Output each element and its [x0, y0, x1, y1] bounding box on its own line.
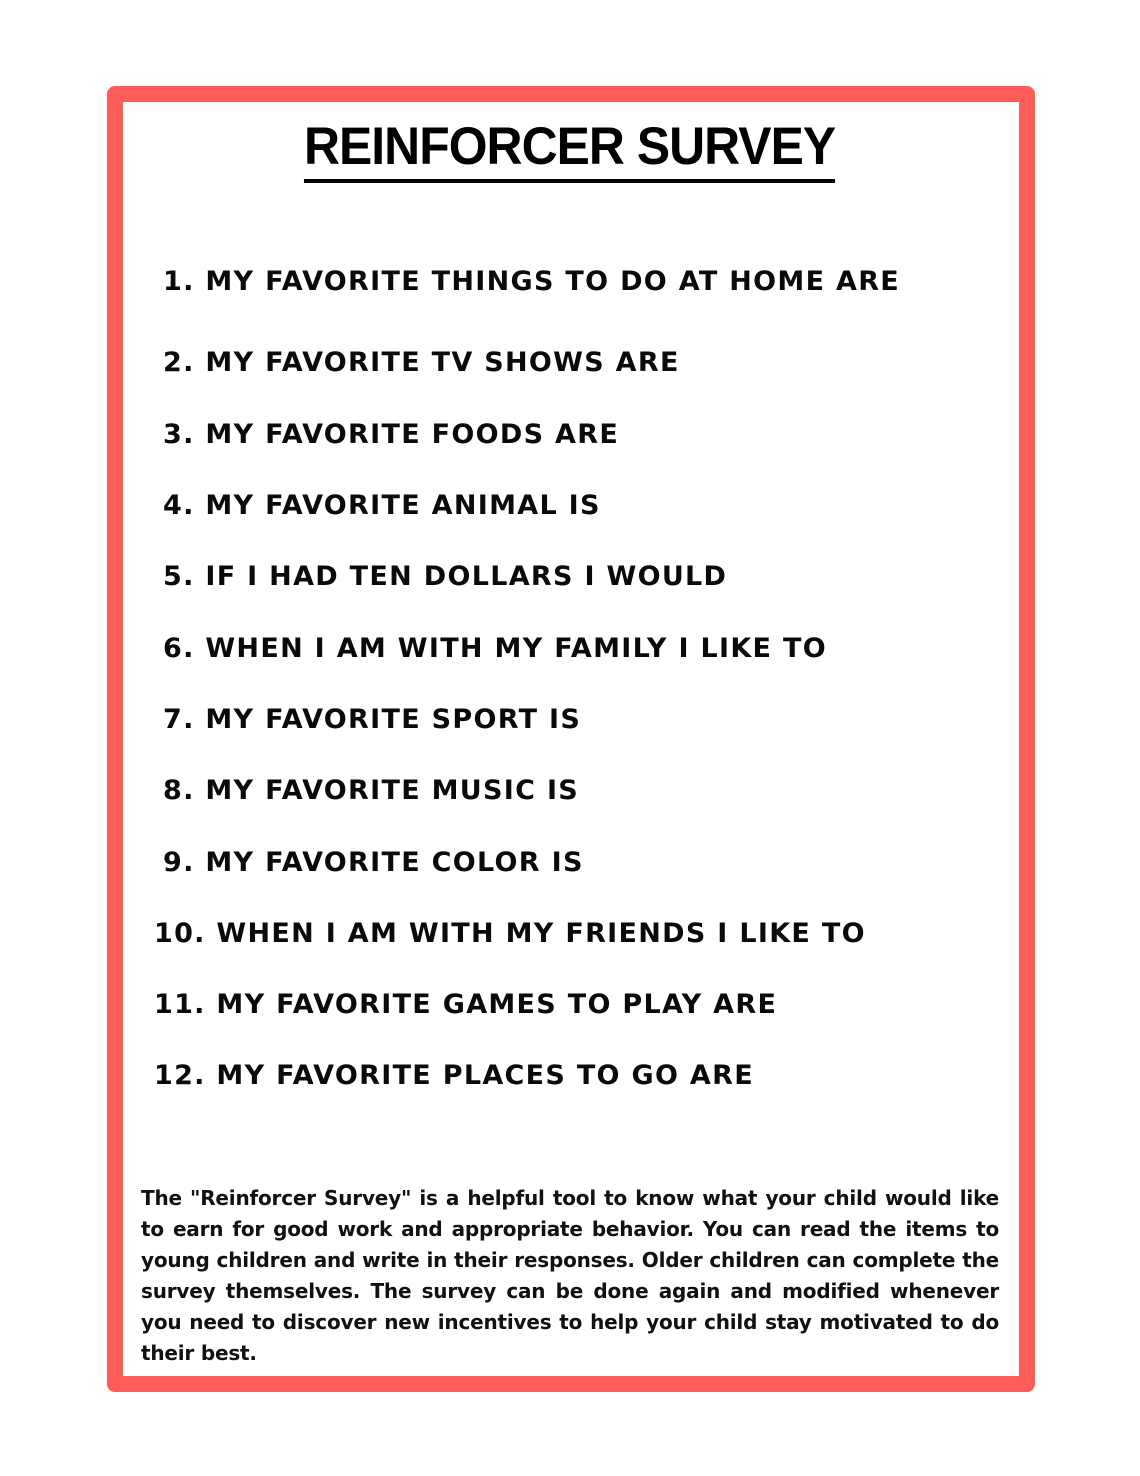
survey-item-2: 2. MY FAVORITE TV SHOWS ARE	[163, 347, 680, 378]
survey-item-1: 1. MY FAVORITE THINGS TO DO AT HOME ARE	[163, 266, 901, 297]
survey-item-9: 9. MY FAVORITE COLOR IS	[163, 847, 584, 878]
survey-item-7: 7. MY FAVORITE SPORT IS	[163, 704, 582, 735]
page-title-text: REINFORCER SURVEY	[304, 117, 835, 183]
survey-item-11: 11. MY FAVORITE GAMES TO PLAY ARE	[154, 989, 778, 1020]
page-title	[0, 112, 1140, 183]
survey-item-10: 10. WHEN I AM WITH MY FRIENDS I LIKE TO	[154, 918, 866, 949]
survey-description: The "Reinforcer Survey" is a helpful tool to know what your child would like to earn for good work and appropriate behavior. You can read the items to young children and write in their responses. Older children can complete the survey themselves. The survey can be done again and modified whenever you need to discover new incentives to help your child stay motivated to do their best.	[141, 1186, 999, 1365]
survey-item-12: 12. MY FAVORITE PLACES TO GO ARE	[154, 1060, 754, 1091]
survey-item-6: 6. WHEN I AM WITH MY FAMILY I LIKE TO	[163, 633, 827, 664]
survey-item-3: 3. MY FAVORITE FOODS ARE	[163, 419, 620, 450]
survey-item-4: 4. MY FAVORITE ANIMAL IS	[163, 490, 601, 521]
survey-item-5: 5. IF I HAD TEN DOLLARS I WOULD	[163, 561, 728, 592]
survey-item-8: 8. MY FAVORITE MUSIC IS	[163, 775, 580, 806]
